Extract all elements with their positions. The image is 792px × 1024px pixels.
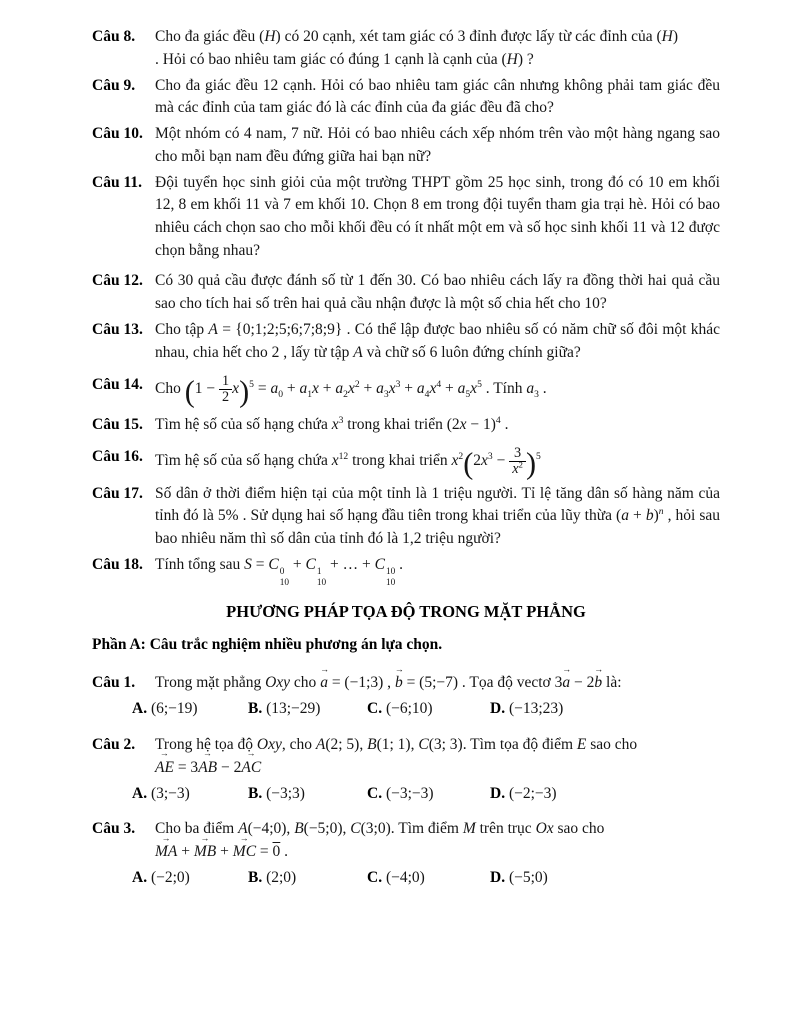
question-body: Số dân ở thời điểm hiện tại của một tỉnh là 1 triệu người. Tỉ lệ tăng dân số hàng năm của tỉnh đó là 5% . Sử dụng hai số hạng đầu tiên trong khai triển của lũy thừa $(a + b)^n$ , hỏi sau bao nhiêu năm thì số dân của tỉnh đó là 1,2 triệu người? (155, 484, 721, 548)
option-key: D. (490, 700, 506, 718)
option-key: B. (248, 868, 263, 886)
option-d (490, 783, 720, 806)
question-label: Câu 16. (92, 447, 143, 465)
option-key: A. (132, 700, 148, 718)
question-label: Câu 10. (92, 125, 143, 143)
section-title: PHƯƠNG PHÁP TỌA ĐỘ TRONG MẶT PHẲNG (226, 602, 586, 622)
question-label: Câu 18. (92, 555, 143, 573)
question-label: Câu 3. (92, 820, 136, 838)
option-key: A. (132, 868, 148, 886)
option-value: (−6;10) (382, 700, 433, 718)
question-p1-13 (92, 319, 720, 365)
option-a (132, 783, 248, 806)
question-body: Tính tổng sau S = C 0 10 + C 1 10 + … + C 10 10 . (155, 555, 404, 588)
option-value: (−4;0) (382, 868, 425, 886)
question-p1-17 (92, 483, 720, 551)
options-row (132, 698, 720, 721)
question-body: Cho đa giác đều 12 cạnh. Hỏi có bao nhiêu tam giác cân nhưng không phải tam giác đều mà các đỉnh của tam giác đó là các đỉnh của đa giác đều đã cho? (155, 76, 720, 117)
question-label: Câu 8. (92, 28, 136, 45)
options-row (132, 783, 720, 806)
option-value: (−3;3) (262, 784, 305, 802)
question-body: Trong mặt phẳng Oxy cho a → = (−1;3) , b → = (5;−7) . Tọa độ vectơ 3a → − 2b → là: A. (6;−19) B. (13;−29) C. (−6;10) D. (−13;23) (155, 672, 720, 721)
option-value: (−5;0) (505, 868, 548, 886)
option-key: B. (248, 784, 263, 802)
question-body: Đội tuyển học sinh giỏi của một trường THPT gồm 25 học sinh, trong đó có 10 em khối 12, 8 em khối 11 và 7 em khối 10. Chọn 8 em trong đội tuyển tham gia trại hè. Hỏi có bao nhiêu cách chọn sao cho mỗi khối đều có ít nhất một em và số học sinh khối 11 và 12 được chọn bằng nhau? (155, 173, 720, 260)
question-body: Cho ba điểm A(−4;0), B(−5;0), C(3;0). Tìm điểm M trên trục Ox sao cho MA → + MB → + MC → = 0 . A. (−2;0) B. (2;0) C. (−4;0) D. (−5;0) (155, 818, 720, 889)
question-body: Trong hệ tọa độ Oxy, cho A(2; 5), B(1; 1), C(3; 3). Tìm tọa độ điểm E sao cho AE → = 3AB → − 2AC → A. (3;−3) B. (−3;3) C. (−3;−3) D. (−2;−3) (155, 734, 720, 805)
option-c (367, 698, 490, 721)
option-c (367, 867, 490, 890)
option-value: (−2;−3) (505, 784, 557, 802)
option-value: (6;−19) (147, 700, 198, 718)
question-body: Cho đa giác đều (H) có 20 cạnh, xét tam giác có 3 đỉnh được lấy từ các đỉnh của (H) . Hỏi có bao nhiêu tam giác có đúng 1 cạnh là cạnh của (H) ? (155, 28, 678, 68)
option-a (132, 867, 248, 890)
question-list-part1 (92, 26, 720, 588)
option-key: D. (490, 868, 506, 886)
option-key: C. (367, 784, 383, 802)
question-p1-11 (92, 172, 720, 263)
question-label: Câu 11. (92, 173, 142, 191)
option-key: C. (367, 868, 383, 886)
question-p1-18 (92, 554, 720, 588)
question-p1-10 (92, 123, 720, 169)
option-d (490, 867, 720, 890)
question-label: Câu 15. (92, 415, 143, 433)
question-label: Câu 1. (92, 674, 136, 692)
option-value: (13;−29) (262, 700, 321, 718)
question-body: Tìm hệ số của số hạng chứa $x^3$ trong khai triển $(2x - 1)^4$ . (155, 414, 509, 433)
question-body: Có 30 quả cầu được đánh số từ 1 đến 30. Có bao nhiêu cách lấy ra đồng thời hai quả cầu sao cho tích hai số trên hai quả cầu nhận được là một số chia hết cho 10? (155, 271, 720, 312)
question-label: Câu 14. (92, 375, 143, 393)
question-list-part2 (92, 672, 720, 889)
question-body: Một nhóm có 4 nam, 7 nữ. Hỏi có bao nhiêu cách xếp nhóm trên vào một hàng ngang sao cho mỗi bạn nam đều đứng giữa hai bạn nữ? (155, 125, 720, 165)
question-p1-8 (92, 26, 720, 72)
option-d (490, 698, 720, 721)
option-a (132, 698, 248, 721)
option-c (367, 783, 490, 806)
option-key: A. (132, 784, 148, 802)
question-p1-14 (92, 372, 720, 409)
option-key: C. (367, 700, 383, 718)
question-label: Câu 17. (92, 484, 143, 502)
question-p2-1 (92, 672, 720, 721)
options-row (132, 867, 720, 890)
option-value: (−3;−3) (382, 784, 434, 802)
option-value: (2;0) (262, 868, 297, 886)
question-label: Câu 9. (92, 76, 136, 94)
option-key: D. (490, 784, 506, 802)
question-p2-3 (92, 818, 720, 889)
question-body: Cho (1 − $\frac{1}{2}$ $x)^5 = a_0 + a_1x + a_2x^2 + a_3x^3 + a_4x^4 + a_5x^5$ . Tính $a_3$ . (155, 372, 547, 409)
question-p1-15 (92, 414, 720, 437)
question-label: Câu 13. (92, 321, 143, 339)
question-label: Câu 12. (92, 271, 143, 289)
question-body: Cho tập A = {0;1;2;5;6;7;8;9} . Có thể lập được bao nhiêu số có năm chữ số đôi một khác nhau, chia hết cho 2 , lấy từ tập A và chữ số 6 luôn đứng chính giữa? (155, 321, 721, 362)
question-label: Câu 2. (92, 736, 136, 754)
option-value: (−13;23) (505, 700, 564, 718)
option-value: (3;−3) (147, 784, 190, 802)
question-p1-16 (92, 444, 720, 481)
option-key: B. (248, 700, 263, 718)
worksheet-content (92, 26, 720, 903)
question-p2-2 (92, 734, 720, 805)
question-body: Tìm hệ số của số hạng chứa $x^{12}$ trong khai triển $x^2(2x^3$ − $\frac{3}{x^2}$ )$^5$ (155, 444, 541, 481)
option-b (248, 783, 367, 806)
question-p1-9 (92, 75, 720, 121)
part-a-heading: Phần A: Câu trắc nghiệm nhiều phương án lựa chọn. (92, 635, 443, 653)
option-value: (−2;0) (147, 868, 190, 886)
option-b (248, 698, 367, 721)
question-p1-12 (92, 270, 720, 316)
option-b (248, 867, 367, 890)
